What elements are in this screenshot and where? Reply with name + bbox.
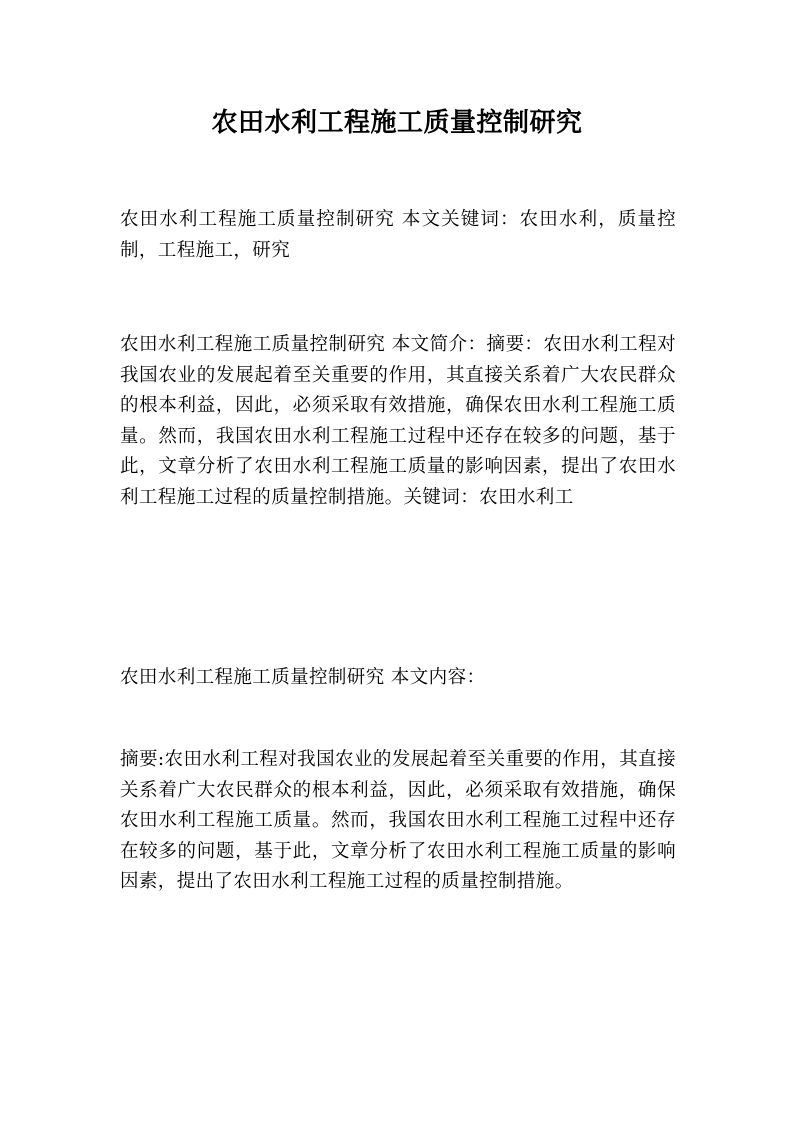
content-heading-paragraph: 农田水利工程施工质量控制研究 本文内容： <box>120 667 486 688</box>
keywords-paragraph: 农田水利工程施工质量控制研究 本文关键词：农田水利，质量控制，工程施工，研究 <box>120 209 676 261</box>
summary-paragraph: 农田水利工程施工质量控制研究 本文简介：摘要：农田水利工程对我国农业的发展起着至关重要的作用，其直接关系着广大农民群众的根本利益，因此，必须采取有效措施，确保农田水利工程施工质量。然而，我国农田水利工程施工过程中还存在较多的问题，基于此，文章分析了农田水利工程施工质量的影响因素，提出了农田水利工程施工过程的质量控制措施。关键词：农田水利工 <box>120 334 676 508</box>
abstract-paragraph: 摘要:农田水利工程对我国农业的发展起着至关重要的作用，其直接关系着广大农民群众的根本利益，因此，必须采取有效措施，确保农田水利工程施工质量。然而，我国农田水利工程施工过程中还存在较多的问题，基于此，文章分析了农田水利工程施工质量的影响因素，提出了农田水利工程施工过程的质量控制措施。 <box>120 749 676 892</box>
document-title: 农田水利工程施工质量控制研究 <box>211 108 583 138</box>
